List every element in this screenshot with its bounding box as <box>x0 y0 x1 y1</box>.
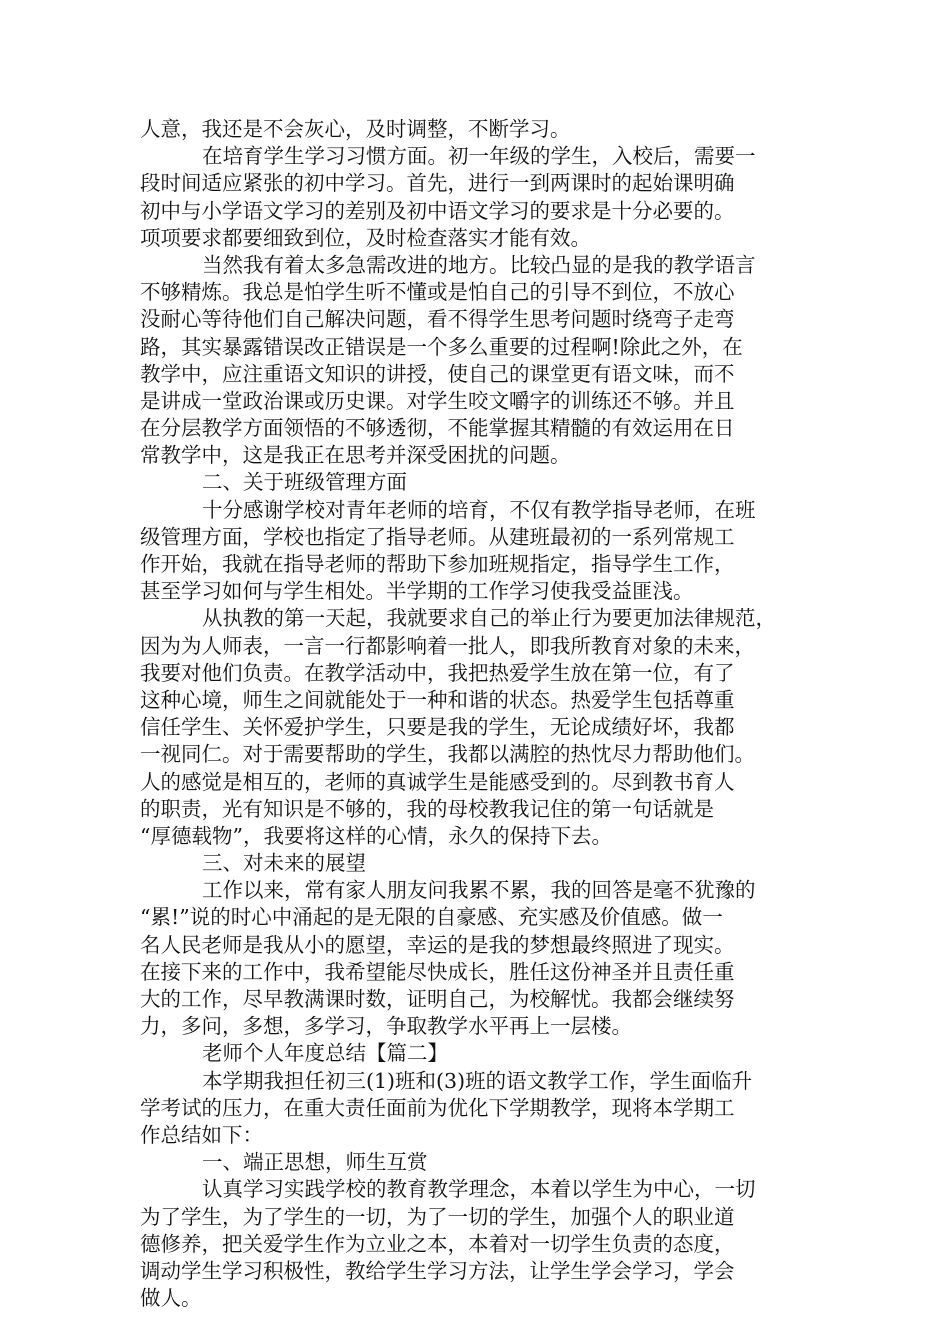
text-line: 作总结如下： <box>140 1122 263 1147</box>
text-line: 没耐心等待他们自己解决问题，看不得学生思考问题时绕弯子走弯 <box>140 307 735 332</box>
text-line: 做人。 <box>140 1286 202 1311</box>
text-line: 德修养，把关爱学生作为立业之本，本着对一切学生负责的态度， <box>140 1231 735 1256</box>
text-line: 不够精炼。我总是怕学生听不懂或是怕自己的引导不到位，不放心 <box>140 280 735 305</box>
text-line: 学考试的压力，在重大责任面前为优化下学期教学，现将本学期工 <box>140 1095 735 1120</box>
text-line: 名人民老师是我从小的愿望，幸运的是我的梦想最终照进了现实。 <box>140 932 735 957</box>
text-line: 调动学生学习积极性，教给学生学习方法，让学生学会学习，学会 <box>140 1258 735 1283</box>
text-line: 一、端正思想，师生互赏 <box>202 1150 428 1175</box>
text-line: 三、对未来的展望 <box>202 851 366 876</box>
text-line: 在接下来的工作中，我希望能尽快成长，胜任这份神圣并且责任重 <box>140 959 735 984</box>
text-line: 常教学中，这是我正在思考并深受困扰的问题。 <box>140 443 571 468</box>
text-line: 这种心境，师生之间就能处于一种和谐的状态。热爱学生包括尊重 <box>140 687 735 712</box>
text-line: 是讲成一堂政治课或历史课。对学生咬文嚼字的训练还不够。并且 <box>140 388 735 413</box>
text-line: 老师个人年度总结【篇二】 <box>202 1041 448 1066</box>
text-line: 级管理方面，学校也指定了指导老师。从建班最初的一系列常规工 <box>140 524 735 549</box>
text-line: 二、关于班级管理方面 <box>202 470 407 495</box>
text-line: 认真学习实践学校的教育教学理念，本着以学生为中心，一切 <box>202 1177 756 1202</box>
text-line: 一视同仁。对于需要帮助的学生，我都以满腔的热忱尽力帮助他们。 <box>140 742 755 767</box>
text-line: 的职责，光有知识是不够的，我的母校教我记住的第一句话就是 <box>140 796 714 821</box>
text-line: 初中与小学语文学习的差别及初中语文学习的要求是十分必要的。 <box>140 198 735 223</box>
text-line: 从执教的第一天起，我就要求自己的举止行为要更加法律规范， <box>202 606 776 631</box>
text-line: 在分层教学方面领悟的不够透彻，不能掌握其精髓的有效运用在日 <box>140 416 735 441</box>
text-line: 教学中，应注重语文知识的讲授，使自己的课堂更有语文味，而不 <box>140 361 735 386</box>
text-line: 大的工作，尽早教满课时数，证明自己，为校解忧。我都会继续努 <box>140 987 735 1011</box>
document-body <box>140 116 812 1312</box>
text-line: 当然我有着太多急需改进的地方。比较凸显的是我的教学语言 <box>202 252 756 277</box>
text-line: 工作以来，常有家人朋友问我累不累，我的回答是毫不犹豫的 <box>202 878 756 903</box>
text-line: 我要对他们负责。在教学活动中，我把热爱学生放在第一位，有了 <box>140 660 735 685</box>
text-line: 本学期我担任初三(1)班和(3)班的语文教学工作，学生面临升 <box>202 1068 753 1093</box>
text-line: 十分感谢学校对青年老师的培育，不仅有教学指导老师，在班 <box>202 497 756 522</box>
text-line: 项项要求都要细致到位，及时检查落实才能有效。 <box>140 225 591 250</box>
text-line: 力，多问，多想，多学习，争取教学水平再上一层楼。 <box>140 1014 632 1039</box>
text-line: 路，其实暴露错误改正错误是一个多么重要的过程啊!除此之外，在 <box>140 334 743 359</box>
text-line: 甚至学习如何与学生相处。半学期的工作学习使我受益匪浅。 <box>140 579 694 604</box>
text-line: 人的感觉是相互的，老师的真诚学生是能感受到的。尽到教书育人 <box>140 769 735 794</box>
text-line: 人意，我还是不会灰心，及时调整，不断学习。 <box>140 117 571 141</box>
text-line: 在培育学生学习习惯方面。初一年级的学生，入校后，需要一 <box>202 144 756 169</box>
text-line: 为了学生，为了学生的一切，为了一切的学生，加强个人的职业道 <box>140 1204 735 1229</box>
text-line: 因为为人师表，一言一行都影响着一批人，即我所教育对象的未来， <box>140 633 755 658</box>
text-line: 段时间适应紧张的初中学习。首先，进行一到两课时的起始课明确 <box>140 171 735 196</box>
text-line: “厚德载物”，我要将这样的心情，永久的保持下去。 <box>140 823 612 848</box>
text-line: “累!”说的时心中涌起的是无限的自豪感、充实感及价值感。做一 <box>140 905 723 930</box>
text-line: 作开始，我就在指导老师的帮助下参加班规指定，指导学生工作， <box>140 552 735 576</box>
text-line: 信任学生、关怀爱护学生，只要是我的学生，无论成绩好坏，我都 <box>140 715 735 740</box>
